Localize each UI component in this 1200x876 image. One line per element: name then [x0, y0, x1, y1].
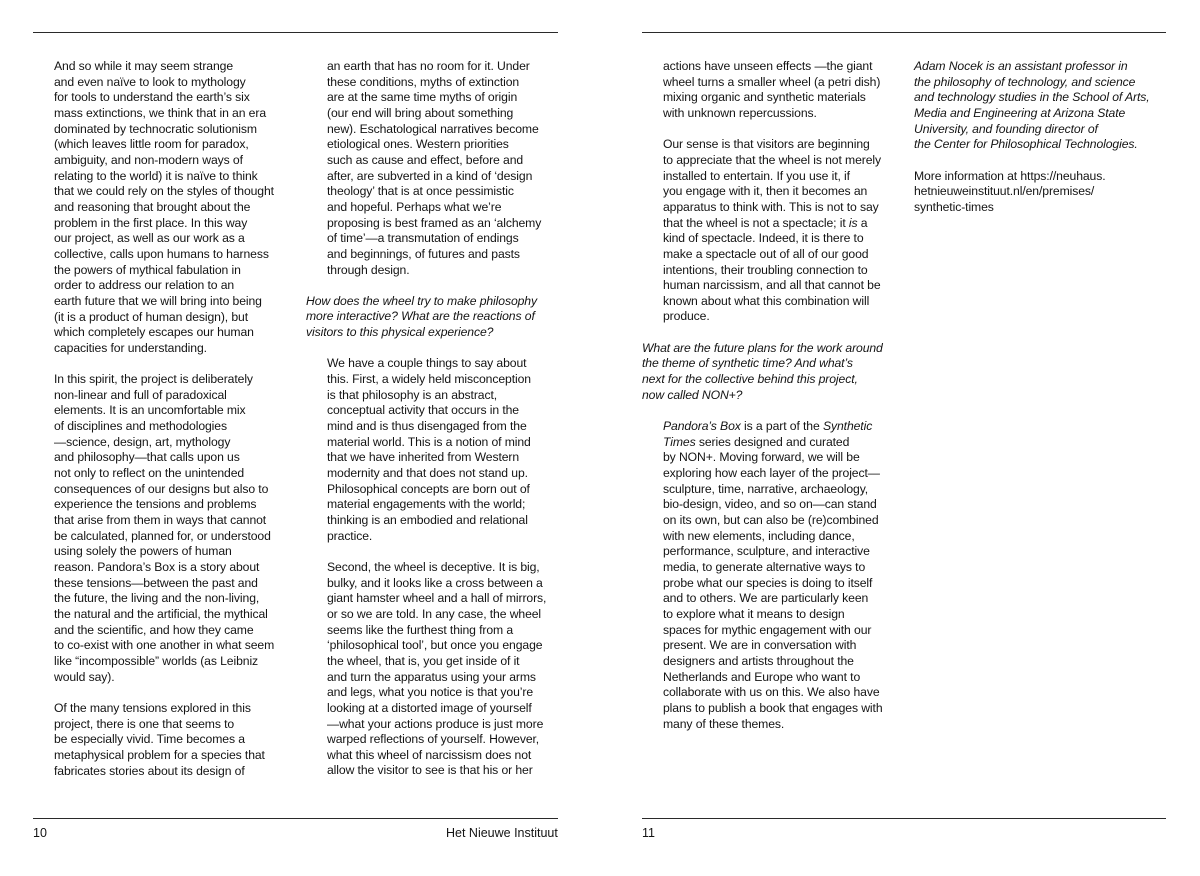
- text-line: Our sense is that visitors are beginning: [663, 137, 870, 152]
- right-page-column-2: [914, 59, 1164, 216]
- text-line: be especially vivid. Time becomes a: [54, 732, 245, 747]
- text-line: ambiguity, and non-modern ways of: [54, 152, 243, 167]
- text-line: mixing organic and synthetic materials: [663, 90, 866, 105]
- text-line: media, to generate alternative ways to: [663, 559, 866, 574]
- author-bio: [914, 59, 1164, 153]
- text-line: these tensions—between the past and: [54, 575, 258, 590]
- text-line: collective, calls upon humans to harness: [54, 246, 269, 261]
- text-line: ‘philosophical tool’, but once you engage: [327, 638, 543, 653]
- text-line: that we could rely on the styles of thought: [54, 184, 274, 199]
- right-page-number: 11: [642, 826, 655, 840]
- text-line: elements. It is an uncomfortable mix: [54, 403, 246, 418]
- text-line: you engage with it, then it becomes an: [663, 184, 868, 199]
- text-line: theology’ that is at once pessimistic: [327, 184, 514, 199]
- text-line: to explore what it means to design: [663, 606, 845, 621]
- paragraph: [54, 701, 294, 779]
- paragraph: [327, 560, 562, 779]
- text-line: with new elements, including dance,: [663, 528, 855, 543]
- text-line: and the scientific, and how they came: [54, 622, 254, 637]
- text-line: fabricates stories about its design of: [54, 763, 245, 778]
- text-line: designers and artists throughout the: [663, 653, 854, 668]
- text-line: the future, the living and the non-living,: [54, 591, 260, 606]
- text-segment: that the wheel is not a spectacle; it: [663, 215, 849, 230]
- text-line: reason. Pandora’s Box is a story about: [54, 559, 260, 574]
- text-line: more interactive? What are the reactions of: [306, 309, 535, 324]
- text-line: earth future that we will bring into being: [54, 293, 262, 308]
- text-line: wheel turns a smaller wheel (a petri dish): [663, 74, 881, 89]
- italic-segment: Synthetic: [822, 419, 873, 434]
- text-line: and even naïve to look to mythology: [54, 74, 246, 89]
- text-line: order to address our relation to an: [54, 278, 235, 293]
- bottom-rule-left: [33, 818, 558, 819]
- text-line: material engagements with the world;: [327, 497, 526, 512]
- text-line: [663, 216, 867, 230]
- text-line: the natural and the artificial, the mythical: [54, 606, 268, 621]
- text-line: etiological ones. Western priorities: [327, 137, 509, 152]
- text-line: metaphysical problem for a species that: [54, 747, 265, 762]
- left-page-number: 10: [33, 826, 47, 840]
- top-rule-right: [642, 32, 1166, 33]
- text-line: Second, the wheel is deceptive. It is big,: [327, 559, 540, 574]
- text-line: after, are subverted in a kind of ‘design: [327, 168, 533, 183]
- right-page-column-1: [642, 59, 898, 732]
- text-line: the powers of mythical fabulation in: [54, 262, 241, 277]
- text-line: allow the visitor to see is that his or her: [327, 763, 533, 778]
- text-line: human narcissism, and all that cannot be: [663, 278, 881, 293]
- text-line: bio-design, video, and so on—can stand: [663, 497, 877, 512]
- text-line: seems like the furthest thing from a: [327, 622, 514, 637]
- text-line: an earth that has no room for it. Under: [327, 59, 530, 73]
- text-line: —what your actions produce is just more: [327, 716, 544, 731]
- text-line: of time’—a transmutation of endings: [327, 231, 519, 246]
- text-line: would say).: [54, 669, 115, 684]
- text-line: and philosophy—that calls upon us: [54, 450, 240, 465]
- text-line: to appreciate that the wheel is not merely: [663, 152, 882, 167]
- text-line: project, there is one that seems to: [54, 716, 235, 731]
- more-info-link[interactable]: [914, 169, 1164, 216]
- italic-segment: is: [848, 215, 858, 230]
- interview-question: [642, 341, 898, 404]
- text-line: dominated by technocratic solutionism: [54, 121, 257, 136]
- text-line: what this wheel of narcissism does not: [327, 747, 532, 762]
- text-line: (it is a product of human design), but: [54, 309, 249, 324]
- text-line: these conditions, myths of extinction: [327, 74, 520, 89]
- text-line: through design.: [327, 262, 410, 277]
- text-line: material world. This is a notion of mind: [327, 434, 531, 449]
- text-line: known about what this combination will: [663, 293, 870, 308]
- text-line: practice.: [327, 528, 373, 543]
- text-line: be calculated, planned for, or understood: [54, 528, 271, 543]
- text-line: problem in the first place. In this way: [54, 215, 248, 230]
- text-line: giant hamster wheel and a hall of mirrors,: [327, 591, 547, 606]
- paragraph: [54, 59, 294, 356]
- italic-segment: Times: [663, 434, 696, 449]
- text-line: [663, 419, 872, 433]
- text-line: or so we are told. In any case, the wheel: [327, 606, 542, 621]
- text-line: is that philosophy is an abstract,: [327, 387, 498, 402]
- text-line: In this spirit, the project is deliberately: [54, 372, 253, 387]
- top-rule-left: [33, 32, 558, 33]
- text-line: non-linear and full of paradoxical: [54, 387, 227, 402]
- text-line: of disciplines and methodologies: [54, 419, 227, 434]
- paragraph: [663, 419, 898, 732]
- text-line: and beginnings, of futures and pasts: [327, 246, 520, 261]
- text-line: And so while it may seem strange: [54, 59, 234, 73]
- text-line: for tools to understand the earth’s six: [54, 90, 250, 105]
- text-line: installed to entertain. If you use it, if: [663, 168, 850, 183]
- text-line: such as cause and effect, before and: [327, 152, 524, 167]
- text-line: the philosophy of technology, and science: [914, 74, 1136, 89]
- text-line: experience the tensions and problems: [54, 497, 257, 512]
- text-line: Philosophical concepts are born out of: [327, 481, 530, 496]
- text-line: hetnieuweinstituut.nl/en/premises/: [914, 184, 1095, 199]
- text-line: intentions, their troubling connection to: [663, 262, 868, 277]
- text-line: Of the many tensions explored in this: [54, 700, 251, 715]
- interview-question: [306, 294, 562, 341]
- text-line: which completely escapes our human: [54, 325, 254, 340]
- text-line: Adam Nocek is an assistant professor in: [914, 59, 1128, 73]
- left-page-column-2: [306, 59, 562, 779]
- text-line: looking at a distorted image of yourself: [327, 700, 532, 715]
- text-line: warped reflections of yourself. However,: [327, 732, 540, 747]
- text-line: collaborate with us on this. We also have: [663, 685, 880, 700]
- text-line: many of these themes.: [663, 716, 785, 731]
- text-line: bulky, and it looks like a cross between a: [327, 575, 543, 590]
- text-line: to co-exist with one another in what seem: [54, 638, 275, 653]
- text-segment: is a part of the: [740, 419, 823, 434]
- text-line: that we have inherited from Western: [327, 450, 520, 465]
- paragraph: [54, 372, 294, 685]
- text-line: and to others. We are particularly keen: [663, 591, 869, 606]
- text-line: new). Eschatological narratives become: [327, 121, 539, 136]
- text-line: now called NON+?: [642, 387, 743, 402]
- text-line: like “incompossible” worlds (as Leibniz: [54, 653, 259, 668]
- paragraph: [327, 356, 562, 544]
- text-line: modernity and that does not stand up.: [327, 466, 528, 481]
- text-line: capacities for understanding.: [54, 340, 207, 355]
- text-line: actions have unseen effects —the giant: [663, 59, 873, 73]
- text-line: More information at https://neuhaus.: [914, 168, 1106, 183]
- text-line: synthetic-times: [914, 199, 994, 214]
- text-line: are at the same time myths of origin: [327, 90, 518, 105]
- text-line: sculpture, time, narrative, archaeology,: [663, 481, 869, 496]
- text-line: mind and is thus disengaged from the: [327, 419, 527, 434]
- text-line: kind of spectacle. Indeed, it is there to: [663, 231, 864, 246]
- text-line: and turn the apparatus using your arms: [327, 669, 536, 684]
- paragraph: [663, 137, 898, 325]
- text-line: Media and Engineering at Arizona State: [914, 105, 1126, 120]
- text-line: the Center for Philosophical Technologies.: [914, 137, 1138, 152]
- text-line: produce.: [663, 309, 710, 324]
- left-page-column-1: [54, 59, 294, 779]
- publisher-name: Het Nieuwe Instituut: [446, 826, 558, 840]
- paragraph: [327, 59, 562, 278]
- text-line: mass extinctions, we think that in an era: [54, 105, 266, 120]
- italic-segment: Pandora’s Box: [663, 419, 741, 434]
- text-line: apparatus to think with. This is not to say: [663, 199, 879, 214]
- text-line: relating to the world) it is naïve to think: [54, 168, 258, 183]
- text-line: on its own, but can also be (re)combined: [663, 512, 879, 527]
- text-line: by NON+. Moving forward, we will be: [663, 450, 860, 465]
- text-line: —science, design, art, mythology: [54, 434, 231, 449]
- text-line: conceptual activity that occurs in the: [327, 403, 519, 418]
- text-line: and reasoning that brought about the: [54, 199, 251, 214]
- text-segment: series designed and curated: [695, 434, 850, 449]
- text-line: not only to reflect on the unintended: [54, 466, 245, 481]
- text-line: our project, as well as our work as a: [54, 231, 245, 246]
- text-line: this. First, a widely held misconception: [327, 372, 531, 387]
- text-line: We have a couple things to say about: [327, 356, 527, 371]
- text-line: next for the collective behind this project,: [642, 372, 858, 387]
- text-line: thinking is an embodied and relational: [327, 513, 528, 527]
- text-line: [663, 435, 849, 449]
- text-line: plans to publish a book that engages with: [663, 700, 883, 715]
- text-line: Netherlands and Europe who want to: [663, 669, 861, 684]
- text-line: exploring how each layer of the project—: [663, 466, 880, 481]
- text-line: consequences of our designs but also to: [54, 481, 269, 496]
- text-line: (our end will bring about something: [327, 105, 514, 120]
- text-line: University, and founding director of: [914, 121, 1098, 136]
- text-line: and legs, what you notice is that you’re: [327, 685, 534, 700]
- paragraph: [663, 59, 898, 122]
- text-line: proposing is best framed as an ‘alchemy: [327, 215, 542, 230]
- text-line: visitors to this physical experience?: [306, 325, 494, 340]
- text-line: the wheel, that is, you get inside of it: [327, 653, 520, 668]
- text-line: (which leaves little room for paradox,: [54, 137, 249, 152]
- text-line: What are the future plans for the work around: [642, 340, 883, 355]
- text-line: using solely the powers of human: [54, 544, 232, 559]
- text-line: performance, sculpture, and interactive: [663, 544, 870, 559]
- text-line: How does the wheel try to make philosophy: [306, 293, 537, 308]
- text-line: present. We are in conversation with: [663, 638, 857, 653]
- text-line: with unknown repercussions.: [663, 105, 817, 120]
- text-line: and hopeful. Perhaps what we’re: [327, 199, 502, 214]
- text-line: make a spectacle out of all of our good: [663, 246, 869, 261]
- text-line: that arise from them in ways that cannot: [54, 513, 267, 528]
- text-line: and technology studies in the School of Arts,: [914, 90, 1150, 105]
- text-line: spaces for mythic engagement with our: [663, 622, 872, 637]
- text-line: probe what our species is doing to itself: [663, 575, 873, 590]
- text-segment: a: [857, 215, 868, 230]
- bottom-rule-right: [642, 818, 1166, 819]
- text-line: the theme of synthetic time? And what’s: [642, 356, 853, 371]
